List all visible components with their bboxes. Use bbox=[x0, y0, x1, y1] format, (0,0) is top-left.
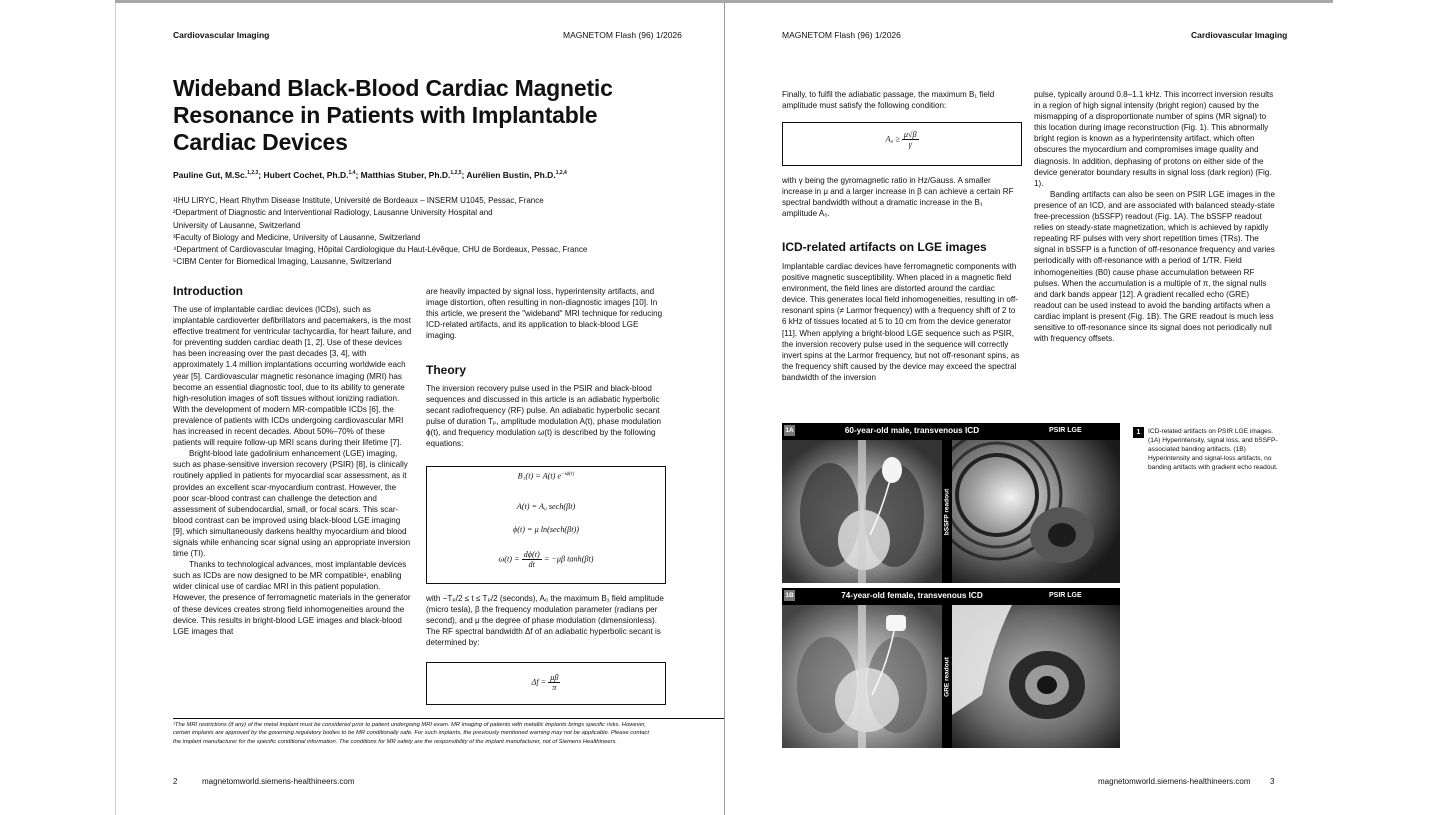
equation-b1 bbox=[427, 471, 665, 481]
column-right-1-mid bbox=[782, 175, 1020, 219]
affiliation: ⁵CIBM Center for Biomedical Imaging, Lausanne, Switzerland bbox=[173, 257, 392, 267]
equation-bandwidth bbox=[427, 673, 665, 692]
footer-url[interactable]: magnetomworld.siemens-healthineers.com bbox=[1098, 777, 1251, 786]
equation-box-bandwidth bbox=[426, 662, 666, 705]
column-right-1-bottom bbox=[782, 261, 1020, 383]
figure-number-badge: 1 bbox=[1133, 427, 1144, 438]
author: Matthias Stuber, Ph.D. bbox=[360, 170, 451, 180]
section-heading-icd-artifacts: ICD-related artifacts on LGE images bbox=[782, 240, 987, 254]
paragraph: Banding artifacts can also be seen on PSIR LGE images in the presence of an ICD, and are associated with balanced steady-state free-precession (bSSFP) readout (Fig. 1A). The bSSFP readout relies on steady-state magnetization, which is achieved by rapidly repeating RF pulses with very short repetition times (TRs). The signal in bSSFP is a function of off-resonance frequency and varies periodically with off-resonance with a period of 1/TR. Field inhomogeneities (B0) cause phase accumulation between RF pulses. When the accumulation is a multiple of π, the signal nulls and dark bands appear [12]. A gradient recalled echo (GRE) readout can be used instead to avoid the banding artifacts when a cardiac implant is present (Fig. 1B). The GRE readout is much less sensitive to off-resonance since its signal does not periodically null with frequency offsets. bbox=[1034, 189, 1275, 344]
readout-label-strip bbox=[942, 605, 952, 748]
theory-paragraph-2 bbox=[426, 593, 666, 648]
paragraph: Thanks to technological advances, most implantable devices such as ICDs are now designed to be MR compatible¹, enabling wider clinical use of cardiac MRI in this patient population. However, the presence of ferromagnetic materials in the generator of these devices creates strong field inhomogeneities around the device. This results in bright-blood LGE images and black-blood LGE images that bbox=[173, 560, 411, 636]
article-title: Wideband Black-Blood Cardiac Magnetic Resonance in Patients with Implantable Cardiac Devices bbox=[173, 75, 613, 155]
fraction-denominator: dt bbox=[528, 560, 535, 569]
equation-box-adiabatic bbox=[782, 122, 1022, 166]
running-header-section: Cardiovascular Imaging bbox=[1191, 30, 1288, 40]
figure-caption: ICD-related artifacts on PSIR LGE images. (1A) Hyperintensity, signal loss, and bSSFP-associated banding artifacts. (1B) Hyperintensity and signal-loss artifacts, no banding artifacts with gradient echo readout. bbox=[1148, 428, 1278, 471]
equation-amplitude: A(t) = A₀ sech(βt) bbox=[516, 502, 576, 511]
affiliation: ¹IHU LIRYC, Heart Rhythm Disease Institute, Université de Bordeaux – INSERM U1045, Pessac, France bbox=[173, 196, 544, 205]
paragraph: Bright-blood late gadolinium enhancement (LGE) imaging, such as phase-sensitive inversion recovery (PSIR) [8], is clinically routinely applied in patients for myocardial scar assessment, as it provides an excellent scar-myocardium contrast. However, the poor scar-blood contrast can challenge the detection and assessment of subendocardial, small, or focal scars. This scar-blood contrast can be improved using black-blood LGE imaging [9], which simultaneously darkens healthy myocardium and blood signals while enhancing scar signal using an appropriate inversion time (TI). bbox=[173, 449, 411, 559]
paragraph: with γ being the gyromagnetic ratio in Hz/Gauss. A smaller increase in μ and a larger increase in β can achieve a certain RF spectral bandwidth without a dramatic increase in the B₁ amplitude A₀. bbox=[782, 176, 1014, 219]
affiliation: ²Department of Diagnostic and Interventional Radiology, Lausanne University Hospital and bbox=[173, 208, 493, 218]
equation-superscript: −iϕ(t) bbox=[561, 471, 575, 477]
figure-panel-header bbox=[782, 588, 1120, 605]
affiliation: University of Lausanne, Switzerland bbox=[173, 220, 301, 230]
section-heading-theory: Theory bbox=[426, 363, 467, 377]
fraction-denominator: π bbox=[552, 683, 557, 692]
paragraph: are heavily impacted by signal loss, hyperintensity artifacts, and image distortion, often resulting in non-diagnostic images [10]. In this article, we present the "wideband" MRI technique for reducing ICD-related artifacts, and its application to black-blood LGE imaging. bbox=[426, 287, 663, 341]
running-header-journal: MAGNETOM Flash (96) 1/2026 bbox=[782, 30, 901, 40]
readout-label: bSSFP readout bbox=[943, 488, 951, 535]
equation-text: ω(t) = bbox=[498, 554, 520, 564]
footer-url[interactable]: magnetomworld.siemens-healthineers.com bbox=[202, 777, 355, 786]
fraction bbox=[902, 130, 919, 149]
page-3 bbox=[725, 3, 1334, 815]
paragraph: Finally, to fulfil the adiabatic passage, the maximum B₁ field amplitude must satisfy the following condition: bbox=[782, 90, 995, 111]
column-right-1-top bbox=[782, 89, 1020, 111]
panel-sequence: PSIR LGE bbox=[1049, 427, 1082, 434]
paragraph: Implantable cardiac devices have ferromagnetic components with positive magnetic susceptibility. When placed in a magnetic field environment, the field lines are distorted around the cardiac device. This generates local field inhomogeneities, resulting in off-resonant spins (≠ Larmor frequency) with a frequency shift of 2 to 6 kHz of tissues located at 5 to 10 cm from the device generator [11]. When applying a bright-blood LGE sequence such as PSIR, the inversion recovery pulse used in the sequence will correctly invert spins at the Larmor frequency, but not off-resonant spins, as the frequency shift caused by the device may exceed the spectral bandwidth of the inversion bbox=[782, 262, 1020, 382]
viewer-background bbox=[1333, 3, 1448, 815]
author-affiliation-sup: 1,2,5 bbox=[450, 170, 462, 177]
panel-label: 1B bbox=[785, 592, 794, 599]
fraction bbox=[522, 550, 542, 569]
running-header-section: Cardiovascular Imaging bbox=[173, 30, 270, 40]
theory-paragraph-1 bbox=[426, 383, 666, 450]
figure-panel-header bbox=[782, 423, 1120, 440]
panel-title: 74-year-old female, transvenous ICD bbox=[841, 591, 983, 600]
affiliation: ³Faculty of Biology and Medicine, University of Lausanne, Switzerland bbox=[173, 232, 421, 242]
panel-title: 60-year-old male, transvenous ICD bbox=[844, 426, 980, 435]
affiliations bbox=[173, 195, 673, 269]
equation-frequency bbox=[427, 550, 665, 569]
paragraph: The inversion recovery pulse used in the PSIR and black-blood sequences and discussed in this article is an adiabatic hyperbolic secant radiofrequency (RF) pulse. An adiabatic hyperbolic secant pulse of duration Tₚ, amplitude modulation A(t), phase modulation ϕ(t), and frequency modulation ω(t) is described by the following equations: bbox=[426, 384, 662, 449]
fraction-numerator: μ√β bbox=[903, 130, 917, 139]
chest-xray-image bbox=[782, 605, 942, 748]
panel-sequence: PSIR LGE bbox=[1049, 592, 1082, 599]
paragraph: with −Tₚ/2 ≤ t ≤ Tₚ/2 (seconds), A₀ the maximum B₁ field amplitude (micro tesla), β the frequency modulation parameter (radians per second), and μ the degree of phase modulation (dimensionless). The RF spectral bandwidth Δf of an adiabatic hyperbolic secant is determined by: bbox=[426, 594, 664, 648]
author-list: Pauline Gut, M.Sc.$^{1,2,3}$; Hubert Cochet, Ph.D.$^{1,4}$; Matthias Stuber, Ph.D.$^{1,2,5}$; Aurélien Bustin, Ph.D.$^{1,2,4}$ bbox=[173, 170, 567, 180]
equation-phase: ϕ(t) = μ ln(sech(βt)) bbox=[513, 525, 579, 534]
paragraph: pulse, typically around 0.8–1.1 kHz. This incorrect inversion results in a region of high signal intensity (bright region) caused by the mismapping of a disproportionate number of spins (MR signal) to this location during image reconstruction (Fig. 1). This abnormally bright region is known as a hyperintensity artifact, which often obscures the myocardium and compromises image quality and diagnosis. In addition, dephasing of protons on either side of the device generator boundary results in signal loss (dark region) (Fig. 1). bbox=[1034, 90, 1274, 188]
equation-adiabatic-condition bbox=[783, 130, 1021, 149]
fraction-numerator: μβ bbox=[550, 673, 559, 682]
equation-box-rf-pulse bbox=[426, 466, 666, 584]
figure-panel-1a bbox=[782, 423, 1120, 583]
author-affiliation-sup: 1,4 bbox=[348, 170, 356, 177]
mri-lge-image bbox=[952, 440, 1120, 583]
page-2 bbox=[115, 3, 725, 815]
mri-lge-image bbox=[952, 605, 1120, 748]
affiliation: ⁴Department of Cardiovascular Imaging, Hôpital Cardiologique du Haut-Lévêque, CHU de Bordeaux, Pessac, France bbox=[173, 245, 588, 255]
author: Aurélien Bustin, Ph.D. bbox=[466, 170, 556, 180]
page-number: 3 bbox=[1270, 777, 1275, 786]
author: Hubert Cochet, Ph.D. bbox=[263, 170, 349, 180]
paragraph: The use of implantable cardiac devices (ICDs), such as implantable cardioverter defibrillators and pacemakers, is the most effective treatment for ventricular tachycardia, for heart failure, and for preventing sudden cardiac death [1, 2]. Use of these devices has been increasing over the past decades [3, 4], with approximately 1.4 million implantations occurring worldwide each year [5]. Cardiovascular magnetic resonance imaging (MRI) has become an essential diagnostic tool, due to its ability to generate high-resolution images of soft tissues without ionizing radiation. With the development of modern MR-compatible ICDs [6], the prevalence of patients with ICDs undergoing cardiovascular MRI has increased in recent decades. About 50%–70% of these patients will require follow-up MRI scans during their lifetime [7]. bbox=[173, 305, 412, 448]
fraction-denominator: γ bbox=[908, 140, 912, 149]
fraction bbox=[548, 673, 560, 692]
footnote: ¹The MRI restrictions (if any) of the metal implant must be considered prior to patient undergoing MRI exam. MR imaging of patients with metallic implants brings specific risks. However, certain implants are approved by the governing regulatory bodies to be MR conditionally safe. For such implants, the previously mentioned warning may not be applicable. Please contact the implant manufacturer for the specific conditional information. The conditions for MR safety are the responsibility of the implant manufacturer, not of Siemens Healthineers. bbox=[173, 722, 649, 745]
equation-text: B₁(t) = A(t) e bbox=[517, 471, 562, 481]
panel-label: 1A bbox=[785, 427, 794, 434]
equation-text: A₀ ≥ bbox=[885, 134, 900, 144]
column-left-1 bbox=[173, 304, 413, 637]
readout-label-strip bbox=[942, 440, 952, 583]
equation-text: = −μβ tanh(βt) bbox=[543, 554, 594, 564]
section-heading-introduction: Introduction bbox=[173, 284, 243, 298]
figure-panel-1b bbox=[782, 588, 1120, 748]
page-number: 2 bbox=[173, 777, 178, 786]
column-right-2 bbox=[1034, 89, 1276, 344]
equation-text: Δf = bbox=[531, 677, 547, 687]
footnote-rule bbox=[173, 718, 725, 719]
column-left-2-top bbox=[426, 286, 666, 341]
readout-label: GRE readout bbox=[943, 656, 951, 697]
author-affiliation-sup: 1,2,4 bbox=[555, 170, 567, 177]
author: Pauline Gut, M.Sc. bbox=[173, 170, 248, 180]
running-header-journal: MAGNETOM Flash (96) 1/2026 bbox=[563, 30, 682, 40]
chest-xray-image bbox=[782, 440, 942, 583]
author-affiliation-sup: 1,2,3 bbox=[247, 170, 259, 177]
fraction-numerator: dϕ(t) bbox=[523, 550, 540, 559]
